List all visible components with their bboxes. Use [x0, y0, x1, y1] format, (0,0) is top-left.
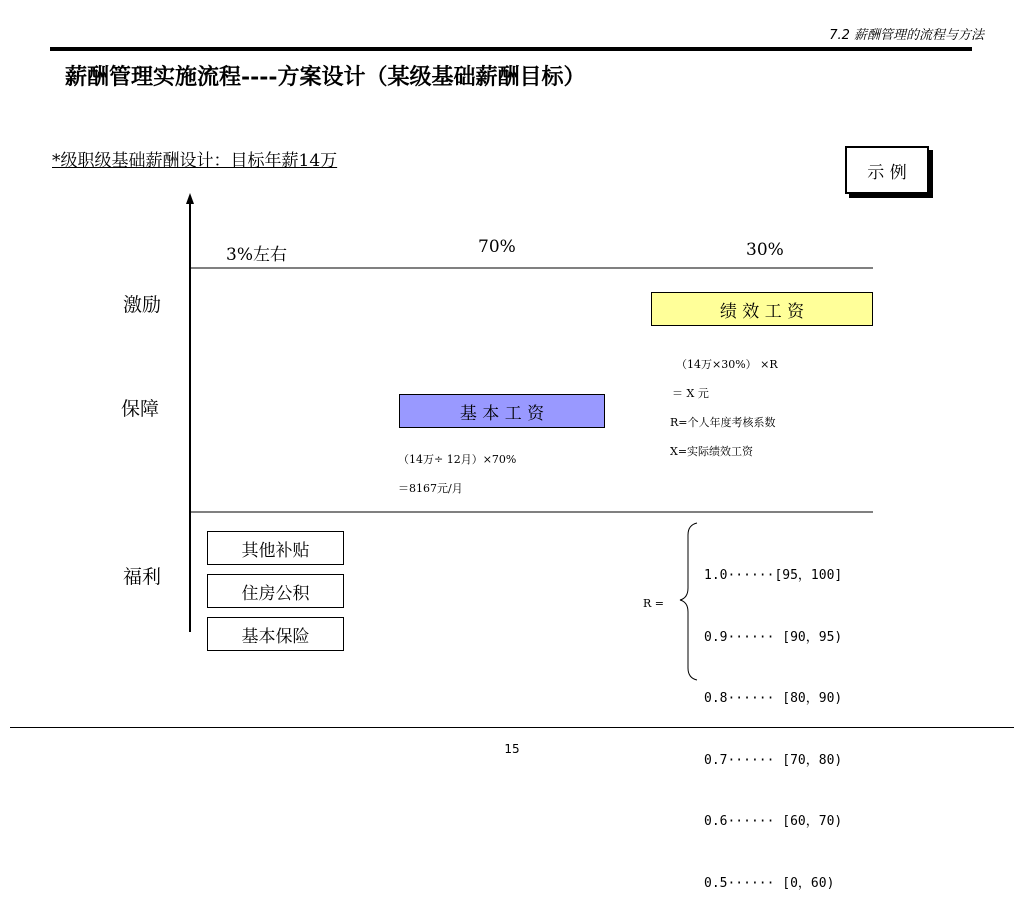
column-label-second: 70%: [478, 237, 516, 257]
r-table-row: 0.7······ [70，80): [704, 752, 843, 768]
footer-divider: [10, 727, 1014, 728]
base-pay-box: 基 本 工 资: [399, 394, 605, 428]
page-number: 15: [504, 742, 520, 756]
y-label-welfare: 福利: [123, 566, 162, 588]
welfare-item-basic-insurance: 基本保险: [207, 617, 344, 651]
r-table-row: 0.9······ [90，95): [704, 629, 843, 645]
r-brace-icon: [680, 523, 697, 680]
r-table-row: 0.6······ [60，70): [704, 814, 843, 829]
column-label-first: 3%左右: [226, 245, 287, 265]
page-title: 薪酬管理实施流程----方案设计（某级基础薪酬目标）: [65, 64, 586, 90]
performance-formula-line1: （14万×30%） ×R: [676, 358, 778, 371]
example-badge: 示 例: [845, 146, 929, 194]
performance-formula-line3: R=个人年度考核系数: [670, 416, 776, 429]
welfare-item-housing-fund: 住房公积: [207, 574, 344, 608]
r-table-rows: [704, 525, 842, 915]
performance-pay-box: 绩 效 工 资: [651, 292, 873, 326]
axis-arrow-icon: [186, 193, 194, 204]
subtitle: *级职级基础薪酬设计：目标年薪14万: [52, 151, 338, 171]
y-label-security: 保障: [121, 398, 160, 420]
base-formula-line1: （14万÷ 12月）×70%: [398, 453, 517, 466]
r-table-label: R =: [643, 597, 664, 610]
r-table-row: 1.0······[95，100]: [704, 568, 843, 583]
performance-formula-line2: ＝ X 元: [672, 387, 709, 400]
welfare-item-other-allowance: 其他补贴: [207, 531, 344, 565]
base-formula-line2: ＝8167元/月: [398, 482, 463, 495]
r-table-row: 0.5······ [0，60): [704, 875, 835, 891]
y-label-incentive: 激励: [123, 294, 162, 316]
r-table-row: 0.8······ [80，90): [704, 691, 843, 706]
section-header: 7.2 薪酬管理的流程与方法: [829, 28, 984, 43]
column-label-third: 30%: [746, 240, 784, 260]
performance-formula-line4: X=实际绩效工资: [670, 445, 754, 458]
